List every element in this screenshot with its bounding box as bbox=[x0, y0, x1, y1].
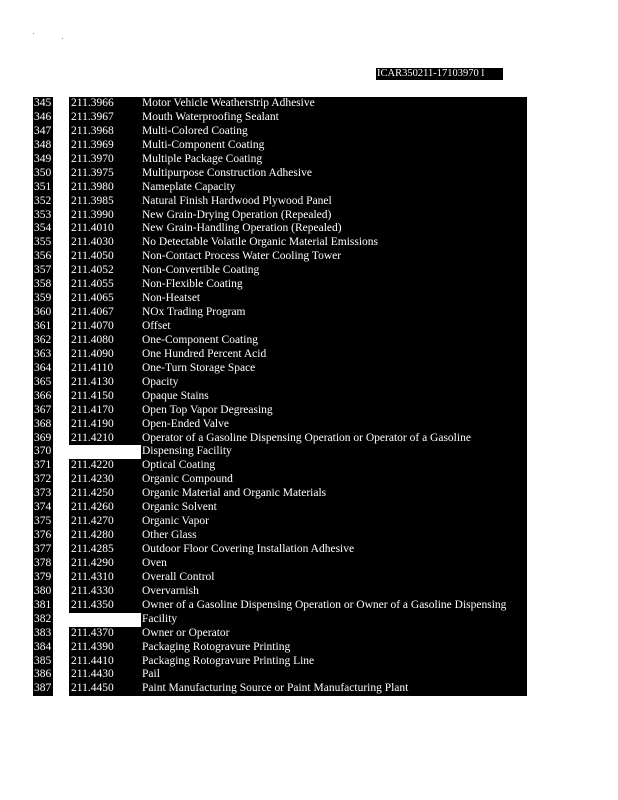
table-row bbox=[33, 236, 526, 250]
table-row bbox=[33, 655, 526, 669]
table-row bbox=[33, 139, 526, 153]
section-number: 211.4052 bbox=[69, 264, 152, 278]
definition-term: Overvarnish bbox=[141, 585, 527, 599]
table-row bbox=[33, 473, 526, 487]
table-row bbox=[33, 153, 526, 167]
definition-term: Non-Heatset bbox=[141, 292, 527, 306]
definition-term: Outdoor Floor Covering Installation Adhesive bbox=[141, 543, 527, 557]
line-number: 370 bbox=[34, 445, 52, 458]
definition-term: Facility bbox=[141, 613, 527, 627]
table-row bbox=[33, 348, 526, 362]
table-row bbox=[33, 404, 526, 418]
section-number: 211.4130 bbox=[69, 376, 152, 390]
line-number: 355 bbox=[34, 236, 52, 249]
table-row bbox=[33, 390, 526, 404]
definition-term: Non-Convertible Coating bbox=[141, 264, 527, 278]
section-number: 211.3968 bbox=[69, 125, 152, 139]
table-row bbox=[33, 278, 526, 292]
section-number: 211.4170 bbox=[69, 404, 152, 418]
line-number: 349 bbox=[34, 152, 52, 165]
definition-term: Mouth Waterproofing Sealant bbox=[141, 111, 527, 125]
definition-term: New Grain-Handling Operation (Repealed) bbox=[141, 222, 527, 236]
section-number: 211.4430 bbox=[69, 668, 152, 682]
section-number: 211.4010 bbox=[69, 222, 152, 236]
scan-speck bbox=[62, 38, 63, 39]
line-number: 382 bbox=[34, 612, 52, 625]
section-number: 211.3967 bbox=[69, 111, 152, 125]
section-number: 211.3990 bbox=[69, 209, 152, 223]
line-number: 348 bbox=[34, 138, 52, 151]
section-number: 211.4330 bbox=[69, 585, 152, 599]
line-number: 377 bbox=[34, 543, 52, 555]
line-number: 386 bbox=[34, 668, 52, 681]
section-number: 211.4030 bbox=[69, 236, 152, 250]
line-number: 359 bbox=[34, 292, 52, 305]
line-number: 362 bbox=[34, 333, 52, 346]
line-number: 384 bbox=[34, 640, 52, 653]
section-number bbox=[69, 613, 152, 627]
table-row bbox=[33, 306, 526, 320]
line-number: 346 bbox=[34, 110, 52, 123]
section-number: 211.4285 bbox=[69, 543, 152, 557]
section-number: 211.4080 bbox=[69, 334, 152, 348]
section-number: 211.4410 bbox=[69, 655, 152, 669]
table-row bbox=[33, 195, 526, 209]
section-number: 211.4450 bbox=[69, 682, 152, 696]
line-number: 381 bbox=[34, 598, 52, 611]
document-identifier: ICAR350211-17103970 l bbox=[376, 68, 503, 80]
line-number: 379 bbox=[34, 570, 52, 583]
table-row bbox=[33, 445, 526, 459]
table-row bbox=[33, 250, 526, 264]
line-number: 351 bbox=[34, 180, 52, 193]
table-row bbox=[33, 459, 526, 473]
definition-term: Nameplate Capacity bbox=[141, 181, 527, 195]
section-number: 211.4270 bbox=[69, 515, 152, 529]
definition-term: Organic Solvent bbox=[141, 501, 527, 515]
section-number: 211.3966 bbox=[69, 97, 152, 111]
table-row bbox=[33, 571, 526, 585]
definition-term: Pail bbox=[141, 668, 527, 682]
line-number: 371 bbox=[34, 459, 52, 472]
definition-term: Organic Material and Organic Materials bbox=[141, 487, 527, 501]
definition-term: Organic Compound bbox=[141, 473, 527, 487]
definition-term: Open Top Vapor Degreasing bbox=[141, 404, 527, 418]
definition-term: Owner or Operator bbox=[141, 627, 527, 641]
section-number: 211.4067 bbox=[69, 306, 152, 320]
line-number: 356 bbox=[34, 250, 52, 263]
line-number: 358 bbox=[34, 278, 52, 291]
line-number: 352 bbox=[34, 194, 52, 207]
table-row bbox=[33, 320, 526, 334]
definition-term: One-Component Coating bbox=[141, 334, 527, 348]
definition-term: Packaging Rotogravure Printing bbox=[141, 641, 527, 655]
definition-term: Other Glass bbox=[141, 529, 527, 543]
table-row bbox=[33, 376, 526, 390]
line-number: 380 bbox=[34, 584, 52, 597]
definition-term: Multiple Package Coating bbox=[141, 153, 527, 167]
table-row bbox=[33, 501, 526, 515]
table-row bbox=[33, 125, 526, 139]
definition-term: Multi-Component Coating bbox=[141, 139, 527, 153]
table-row bbox=[33, 97, 526, 111]
line-number: 350 bbox=[34, 166, 52, 179]
definition-term: Dispensing Facility bbox=[141, 445, 527, 459]
definition-term: New Grain-Drying Operation (Repealed) bbox=[141, 209, 527, 223]
line-number: 365 bbox=[34, 375, 52, 388]
line-number: 345 bbox=[34, 97, 52, 109]
table-row bbox=[33, 529, 526, 543]
definition-term: Optical Coating bbox=[141, 459, 527, 473]
line-number: 387 bbox=[34, 682, 52, 695]
table-row bbox=[33, 515, 526, 529]
definition-term: No Detectable Volatile Organic Material Emissions bbox=[141, 236, 527, 250]
section-number: 211.4250 bbox=[69, 487, 152, 501]
definition-term: Operator of a Gasoline Dispensing Operation or Operator of a Gasoline bbox=[141, 432, 527, 446]
table-row bbox=[33, 209, 526, 223]
table-row bbox=[33, 599, 526, 613]
definition-term: One-Turn Storage Space bbox=[141, 362, 527, 376]
section-number: 211.4090 bbox=[69, 348, 152, 362]
table-row bbox=[33, 362, 526, 376]
line-number: 369 bbox=[34, 431, 52, 444]
table-row bbox=[33, 264, 526, 278]
definition-term: Overall Control bbox=[141, 571, 527, 585]
section-number: 211.4310 bbox=[69, 571, 152, 585]
line-number: 360 bbox=[34, 306, 52, 319]
table-row bbox=[33, 668, 526, 682]
definition-term: Non-Flexible Coating bbox=[141, 278, 527, 292]
table-row bbox=[33, 222, 526, 236]
line-number: 376 bbox=[34, 529, 52, 542]
table-row bbox=[33, 543, 526, 557]
section-number: 211.4260 bbox=[69, 501, 152, 515]
line-number: 378 bbox=[34, 556, 52, 569]
section-number: 211.4220 bbox=[69, 459, 152, 473]
section-number bbox=[69, 445, 152, 459]
definition-term: NOx Trading Program bbox=[141, 306, 527, 320]
section-number: 211.4370 bbox=[69, 627, 152, 641]
section-number: 211.4280 bbox=[69, 529, 152, 543]
definition-term: Open-Ended Valve bbox=[141, 418, 527, 432]
line-number: 361 bbox=[34, 320, 52, 332]
line-number: 347 bbox=[34, 124, 52, 137]
definition-term: Oven bbox=[141, 557, 527, 571]
line-number: 367 bbox=[34, 403, 52, 416]
line-number: 374 bbox=[34, 501, 52, 514]
table-row bbox=[33, 418, 526, 432]
line-number: 375 bbox=[34, 515, 52, 528]
line-number: 364 bbox=[34, 361, 52, 374]
section-number: 211.3980 bbox=[69, 181, 152, 195]
table-row bbox=[33, 181, 526, 195]
section-number: 211.4055 bbox=[69, 278, 152, 292]
line-number: 368 bbox=[34, 417, 52, 430]
line-number: 353 bbox=[34, 208, 52, 221]
line-number: 373 bbox=[34, 487, 52, 500]
definition-term: Natural Finish Hardwood Plywood Panel bbox=[141, 195, 527, 209]
definition-term: Opacity bbox=[141, 376, 527, 390]
table-row bbox=[33, 613, 526, 627]
section-number: 211.4070 bbox=[69, 320, 152, 334]
table-row bbox=[33, 487, 526, 501]
section-number: 211.3969 bbox=[69, 139, 152, 153]
section-number: 211.4190 bbox=[69, 418, 152, 432]
definition-term: Multi-Colored Coating bbox=[141, 125, 527, 139]
definition-term: One Hundred Percent Acid bbox=[141, 348, 527, 362]
table-row bbox=[33, 432, 526, 446]
definition-term: Offset bbox=[141, 320, 527, 334]
line-number: 354 bbox=[34, 222, 52, 235]
definition-term: Paint Manufacturing Source or Paint Manufacturing Plant bbox=[141, 682, 527, 696]
section-number: 211.4350 bbox=[69, 599, 152, 613]
line-number: 385 bbox=[34, 654, 52, 667]
line-number: 366 bbox=[34, 389, 52, 402]
table-row bbox=[33, 627, 526, 641]
table-row bbox=[33, 334, 526, 348]
definition-term: Non-Contact Process Water Cooling Tower bbox=[141, 250, 527, 264]
section-number: 211.4290 bbox=[69, 557, 152, 571]
definition-term: Motor Vehicle Weatherstrip Adhesive bbox=[141, 97, 527, 111]
table-row bbox=[33, 167, 526, 181]
definition-term: Opaque Stains bbox=[141, 390, 527, 404]
line-number: 372 bbox=[34, 473, 52, 486]
table-row bbox=[33, 111, 526, 125]
section-number: 211.4230 bbox=[69, 473, 152, 487]
section-number: 211.4390 bbox=[69, 641, 152, 655]
definitions-table bbox=[33, 97, 526, 696]
line-number: 357 bbox=[34, 264, 52, 277]
section-number: 211.3970 bbox=[69, 153, 152, 167]
definition-term: Owner of a Gasoline Dispensing Operation or Owner of a Gasoline Dispensing bbox=[141, 599, 527, 613]
section-number: 211.3975 bbox=[69, 167, 152, 181]
section-number: 211.3985 bbox=[69, 195, 152, 209]
section-number: 211.4065 bbox=[69, 292, 152, 306]
table-row bbox=[33, 585, 526, 599]
table-row bbox=[33, 641, 526, 655]
definition-term: Multipurpose Construction Adhesive bbox=[141, 167, 527, 181]
section-number: 211.4050 bbox=[69, 250, 152, 264]
scan-speck bbox=[33, 33, 34, 34]
table-row bbox=[33, 682, 526, 696]
section-number: 211.4150 bbox=[69, 390, 152, 404]
definition-term: Organic Vapor bbox=[141, 515, 527, 529]
definition-term: Packaging Rotogravure Printing Line bbox=[141, 655, 527, 669]
section-number: 211.4110 bbox=[69, 362, 152, 376]
table-row bbox=[33, 557, 526, 571]
line-number: 363 bbox=[34, 347, 52, 360]
table-row bbox=[33, 292, 526, 306]
section-number: 211.4210 bbox=[69, 432, 152, 446]
line-number: 383 bbox=[34, 626, 52, 639]
